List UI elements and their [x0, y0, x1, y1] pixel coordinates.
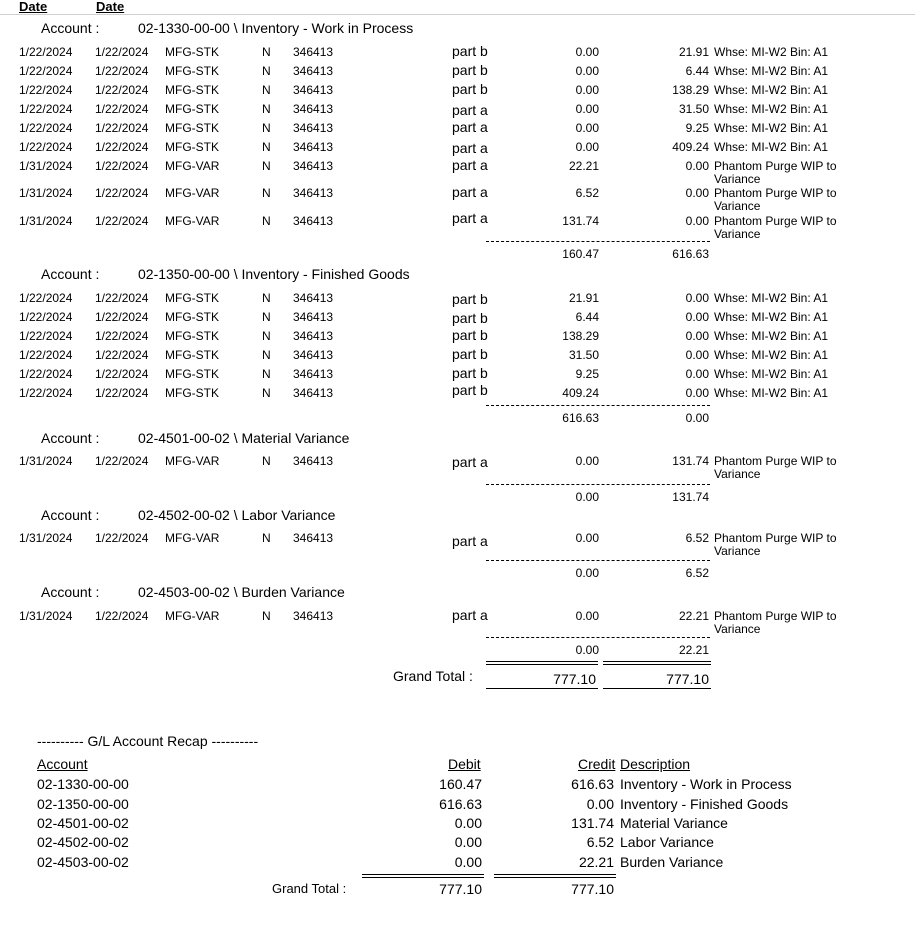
flag: N [262, 609, 271, 623]
transaction-date: 1/22/2024 [95, 310, 149, 324]
reference: 346413 [293, 310, 334, 324]
reference: 346413 [293, 45, 334, 59]
line-comment: Whse: MI-W2 Bin: A1 [714, 386, 829, 400]
source-code: MFG-VAR [165, 214, 220, 228]
recap-total-credit-double-rule [494, 874, 616, 878]
debit-amount: 0.00 [575, 531, 599, 545]
debit-amount: 22.21 [568, 159, 599, 173]
transaction-date: 1/22/2024 [95, 140, 149, 154]
line-description: part a [452, 607, 488, 623]
recap-credit: 22.21 [578, 854, 614, 870]
line-comment: Whse: MI-W2 Bin: A1 [714, 45, 829, 59]
account-total-debit: 0.00 [575, 643, 599, 657]
account-name: 02-4503-00-02 \ Burden Variance [138, 584, 345, 600]
recap-header-account: Account [37, 756, 88, 772]
transaction-date: 1/22/2024 [95, 159, 149, 173]
flag: N [262, 310, 271, 324]
transaction-date: 1/22/2024 [95, 291, 149, 305]
recap-debit: 0.00 [454, 834, 482, 850]
credit-amount: 6.52 [685, 531, 709, 545]
recap-credit: 0.00 [586, 796, 614, 812]
debit-amount: 409.24 [562, 386, 599, 400]
flag: N [262, 531, 271, 545]
debit-amount: 21.91 [568, 291, 599, 305]
recap-description: Burden Variance [620, 854, 724, 870]
credit-amount: 9.25 [685, 121, 709, 135]
line-comment: Whse: MI-W2 Bin: A1 [714, 329, 829, 343]
transaction-date: 1/22/2024 [95, 121, 149, 135]
flag: N [262, 454, 271, 468]
debit-amount: 138.29 [562, 329, 599, 343]
source-code: MFG-STK [165, 291, 219, 305]
reference: 346413 [293, 159, 334, 173]
line-comment: Phantom Purge WIP to [714, 609, 837, 623]
posting-date: 1/22/2024 [19, 45, 73, 59]
flag: N [262, 214, 271, 228]
debit-amount: 6.44 [575, 310, 599, 324]
subtotal-dashed-rule [486, 560, 710, 561]
source-code: MFG-STK [165, 121, 219, 135]
recap-credit: 616.63 [571, 776, 614, 792]
posting-date: 1/22/2024 [19, 121, 73, 135]
account-label: Account : [41, 430, 100, 446]
recap-title: ---------- G/L Account Recap ---------- [37, 733, 259, 749]
recap-description: Inventory - Work in Process [620, 776, 792, 792]
posting-date: 1/31/2024 [19, 454, 73, 468]
recap-grand-total-label: Grand Total : [272, 881, 347, 896]
flag: N [262, 159, 271, 173]
account-name: 02-4501-00-02 \ Material Variance [138, 430, 350, 446]
debit-amount: 31.50 [568, 348, 599, 362]
source-code: MFG-STK [165, 64, 219, 78]
flag: N [262, 121, 271, 135]
posting-date: 1/22/2024 [19, 367, 73, 381]
transaction-date: 1/22/2024 [95, 348, 149, 362]
line-description: part b [452, 81, 488, 97]
line-comment: Whse: MI-W2 Bin: A1 [714, 291, 829, 305]
source-code: MFG-STK [165, 140, 219, 154]
account-total-credit: 131.74 [672, 490, 709, 504]
flag: N [262, 348, 271, 362]
line-description: part a [452, 210, 488, 226]
posting-date: 1/22/2024 [19, 310, 73, 324]
line-description: part a [452, 119, 488, 135]
account-name: 02-1330-00-00 \ Inventory - Work in Process [138, 20, 414, 36]
posting-date: 1/22/2024 [19, 329, 73, 343]
transaction-date: 1/22/2024 [95, 531, 149, 545]
line-comment-continued: Variance [714, 199, 761, 213]
posting-date: 1/31/2024 [19, 214, 73, 228]
account-total-credit: 0.00 [685, 411, 709, 425]
line-description: part b [452, 291, 488, 307]
debit-amount: 0.00 [575, 83, 599, 97]
debit-amount: 0.00 [575, 454, 599, 468]
line-comment-continued: Variance [714, 622, 761, 636]
credit-amount: 138.29 [672, 83, 709, 97]
recap-description: Labor Variance [620, 834, 714, 850]
debit-amount: 0.00 [575, 102, 599, 116]
transaction-date: 1/22/2024 [95, 367, 149, 381]
credit-amount: 0.00 [685, 367, 709, 381]
recap-description: Material Variance [620, 815, 728, 831]
credit-amount: 0.00 [685, 186, 709, 200]
posting-date: 1/22/2024 [19, 291, 73, 305]
account-total-debit: 0.00 [575, 490, 599, 504]
debit-amount: 0.00 [575, 121, 599, 135]
source-code: MFG-STK [165, 45, 219, 59]
reference: 346413 [293, 186, 334, 200]
reference: 346413 [293, 609, 334, 623]
debit-amount: 6.52 [575, 186, 599, 200]
line-comment-continued: Variance [714, 544, 761, 558]
subtotal-dashed-rule [486, 241, 710, 242]
reference: 346413 [293, 64, 334, 78]
grand-total-debit-underline [486, 688, 598, 689]
source-code: MFG-VAR [165, 186, 220, 200]
source-code: MFG-VAR [165, 454, 220, 468]
recap-credit: 131.74 [571, 815, 614, 831]
debit-amount: 131.74 [562, 214, 599, 228]
line-comment: Phantom Purge WIP to [714, 159, 837, 173]
flag: N [262, 140, 271, 154]
account-name: 02-4502-00-02 \ Labor Variance [138, 507, 336, 523]
credit-amount: 131.74 [672, 454, 709, 468]
account-total-credit: 616.63 [672, 247, 709, 261]
line-description: part a [452, 102, 488, 118]
flag: N [262, 102, 271, 116]
source-code: MFG-STK [165, 386, 219, 400]
source-code: MFG-VAR [165, 159, 220, 173]
line-description: part a [452, 140, 488, 156]
grand-total-label: Grand Total : [393, 668, 473, 684]
transaction-date: 1/22/2024 [95, 609, 149, 623]
posting-date: 1/22/2024 [19, 64, 73, 78]
recap-account: 02-1330-00-00 [37, 776, 129, 792]
debit-amount: 0.00 [575, 609, 599, 623]
account-name: 02-1350-00-00 \ Inventory - Finished Goods [138, 266, 410, 282]
transaction-date: 1/22/2024 [95, 83, 149, 97]
line-comment: Whse: MI-W2 Bin: A1 [714, 83, 829, 97]
transaction-date: 1/22/2024 [95, 454, 149, 468]
debit-amount: 0.00 [575, 64, 599, 78]
line-comment: Phantom Purge WIP to [714, 186, 837, 200]
recap-description: Inventory - Finished Goods [620, 796, 789, 812]
source-code: MFG-VAR [165, 609, 220, 623]
grand-total-credit-underline [603, 688, 711, 689]
account-total-debit: 616.63 [562, 411, 599, 425]
account-label: Account : [41, 20, 100, 36]
recap-account: 02-1350-00-00 [37, 796, 129, 812]
recap-header-description: Description [620, 756, 691, 772]
source-code: MFG-STK [165, 310, 219, 324]
line-description: part a [452, 157, 488, 173]
recap-account: 02-4503-00-02 [37, 854, 129, 870]
flag: N [262, 64, 271, 78]
line-description: part a [452, 533, 488, 549]
transaction-date: 1/22/2024 [95, 102, 149, 116]
line-description: part b [452, 43, 488, 59]
subtotal-dashed-rule [486, 405, 710, 406]
credit-amount: 22.21 [678, 609, 709, 623]
recap-credit: 6.52 [586, 834, 614, 850]
account-total-credit: 22.21 [678, 643, 709, 657]
credit-amount: 31.50 [678, 102, 709, 116]
reference: 346413 [293, 367, 334, 381]
line-description: part b [452, 327, 488, 343]
subtotal-dashed-rule [486, 484, 710, 485]
transaction-date: 1/22/2024 [95, 329, 149, 343]
line-description: part b [452, 62, 488, 78]
debit-amount: 0.00 [575, 140, 599, 154]
posting-date: 1/31/2024 [19, 186, 73, 200]
line-comment: Phantom Purge WIP to [714, 214, 837, 228]
flag: N [262, 83, 271, 97]
reference: 346413 [293, 102, 334, 116]
credit-amount: 0.00 [685, 310, 709, 324]
credit-amount: 0.00 [685, 348, 709, 362]
reference: 346413 [293, 291, 334, 305]
reference: 346413 [293, 140, 334, 154]
recap-grand-total-credit: 777.10 [571, 881, 614, 897]
account-total-debit: 160.47 [562, 247, 599, 261]
posting-date: 1/31/2024 [19, 159, 73, 173]
line-description: part a [452, 184, 488, 200]
line-comment: Whse: MI-W2 Bin: A1 [714, 121, 829, 135]
transaction-date: 1/22/2024 [95, 214, 149, 228]
recap-header-credit: Credit [578, 756, 616, 772]
credit-amount: 6.44 [685, 64, 709, 78]
flag: N [262, 45, 271, 59]
line-comment: Whse: MI-W2 Bin: A1 [714, 310, 829, 324]
posting-date: 1/22/2024 [19, 140, 73, 154]
recap-debit: 0.00 [454, 854, 482, 870]
credit-amount: 0.00 [685, 386, 709, 400]
line-comment: Whse: MI-W2 Bin: A1 [714, 348, 829, 362]
line-comment: Whse: MI-W2 Bin: A1 [714, 102, 829, 116]
posting-date: 1/22/2024 [19, 348, 73, 362]
line-comment-continued: Variance [714, 227, 761, 241]
reference: 346413 [293, 121, 334, 135]
line-comment: Whse: MI-W2 Bin: A1 [714, 367, 829, 381]
recap-debit: 0.00 [454, 815, 482, 831]
debit-amount: 0.00 [575, 45, 599, 59]
transaction-date: 1/22/2024 [95, 45, 149, 59]
posting-date: 1/22/2024 [19, 386, 73, 400]
flag: N [262, 386, 271, 400]
recap-debit: 616.63 [439, 796, 482, 812]
line-description: part a [452, 454, 488, 470]
source-code: MFG-STK [165, 348, 219, 362]
posting-date: 1/31/2024 [19, 531, 73, 545]
source-code: MFG-STK [165, 83, 219, 97]
line-comment: Whse: MI-W2 Bin: A1 [714, 140, 829, 154]
credit-amount: 0.00 [685, 291, 709, 305]
recap-total-debit-double-rule [362, 874, 484, 878]
flag: N [262, 329, 271, 343]
transaction-date: 1/22/2024 [95, 186, 149, 200]
grand-total-credit-double-rule [603, 661, 711, 665]
credit-amount: 409.24 [672, 140, 709, 154]
column-header-date-2: Date [96, 0, 125, 14]
line-description: part b [452, 365, 488, 381]
grand-total-debit-double-rule [486, 661, 598, 665]
account-label: Account : [41, 584, 100, 600]
line-comment-continued: Variance [714, 172, 761, 186]
flag: N [262, 367, 271, 381]
subtotal-dashed-rule [486, 637, 710, 638]
flag: N [262, 186, 271, 200]
column-header-date: Date [19, 0, 48, 14]
source-code: MFG-STK [165, 102, 219, 116]
recap-header-debit: Debit [448, 756, 481, 772]
source-code: MFG-VAR [165, 531, 220, 545]
reference: 346413 [293, 531, 334, 545]
recap-account: 02-4502-00-02 [37, 834, 129, 850]
posting-date: 1/22/2024 [19, 83, 73, 97]
credit-amount: 21.91 [678, 45, 709, 59]
reference: 346413 [293, 214, 334, 228]
line-description: part b [452, 310, 488, 326]
line-comment: Phantom Purge WIP to [714, 531, 837, 545]
recap-debit: 160.47 [439, 776, 482, 792]
reference: 346413 [293, 83, 334, 97]
line-comment: Whse: MI-W2 Bin: A1 [714, 64, 829, 78]
line-description: part b [452, 382, 488, 398]
recap-grand-total-debit: 777.10 [439, 881, 482, 897]
credit-amount: 0.00 [685, 214, 709, 228]
line-description: part b [452, 346, 488, 362]
reference: 346413 [293, 329, 334, 343]
account-total-debit: 0.00 [575, 566, 599, 580]
grand-total-credit: 777.10 [666, 671, 709, 687]
reference: 346413 [293, 386, 334, 400]
account-total-credit: 6.52 [685, 566, 709, 580]
posting-date: 1/31/2024 [19, 609, 73, 623]
account-label: Account : [41, 507, 100, 523]
debit-amount: 9.25 [575, 367, 599, 381]
credit-amount: 0.00 [685, 159, 709, 173]
recap-account: 02-4501-00-02 [37, 815, 129, 831]
posting-date: 1/22/2024 [19, 102, 73, 116]
header-divider [0, 14, 915, 15]
transaction-date: 1/22/2024 [95, 386, 149, 400]
source-code: MFG-STK [165, 329, 219, 343]
line-comment-continued: Variance [714, 467, 761, 481]
transaction-date: 1/22/2024 [95, 64, 149, 78]
reference: 346413 [293, 348, 334, 362]
reference: 346413 [293, 454, 334, 468]
flag: N [262, 291, 271, 305]
grand-total-debit: 777.10 [553, 671, 596, 687]
line-comment: Phantom Purge WIP to [714, 454, 837, 468]
account-label: Account : [41, 266, 100, 282]
credit-amount: 0.00 [685, 329, 709, 343]
source-code: MFG-STK [165, 367, 219, 381]
